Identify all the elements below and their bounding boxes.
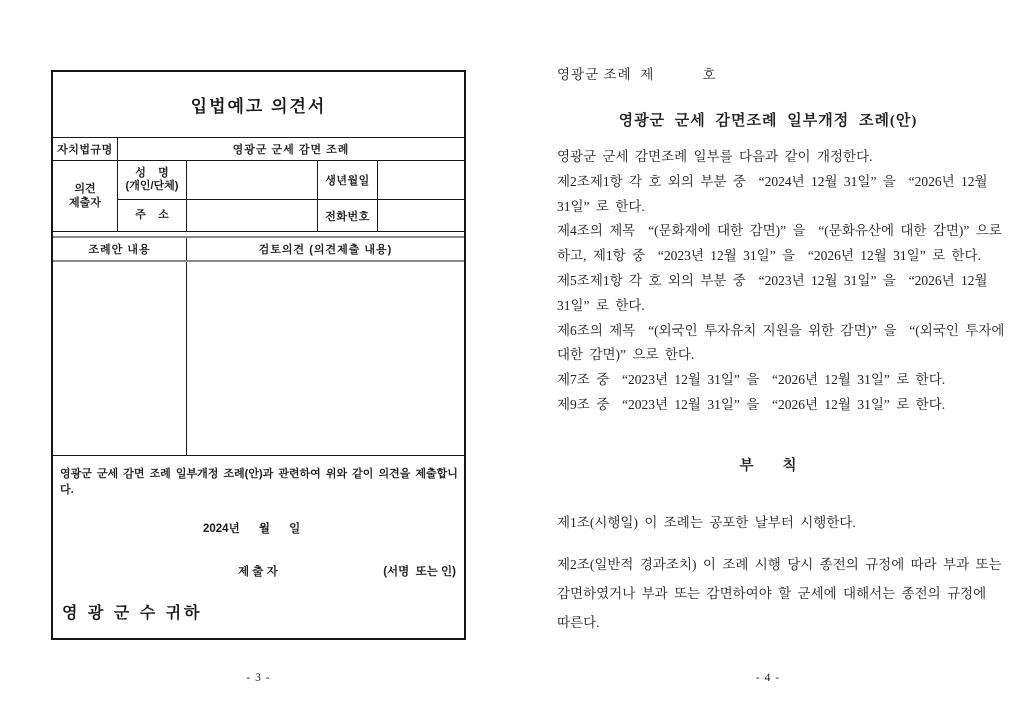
submitter-word: 제 출 자 xyxy=(238,566,278,578)
opinion-table-body xyxy=(53,262,464,455)
submitter-label xyxy=(53,161,118,231)
addendum-title: 부 칙 xyxy=(739,457,797,474)
body-line: 제2조제1항 각 호 외의 부분 중 “2024년 12월 31일” 을 “2026년 12월 xyxy=(557,173,988,189)
ordinance-title: 영광군 군세 감면조례 일부개정 조례(안) xyxy=(618,113,918,129)
name-label xyxy=(118,161,187,199)
form-title: 입법예고 의견서 xyxy=(53,72,464,138)
phone-input-cell xyxy=(378,200,464,231)
law-name-value: 영광군 군세 감면 조례 xyxy=(232,144,350,156)
birth-label: 생년월일 xyxy=(318,161,378,199)
body-line: 감면하였거나 부과 또는 감면하여야 할 군세에 대해서는 종전의 규정에 xyxy=(557,585,987,601)
address-row xyxy=(118,200,464,231)
body-line: 제6조의 제목 “(외국인 투자유치 지원을 위한 감면)” 을 “(외국인 투자에 xyxy=(557,322,1005,338)
submitter-label-line1: 의견 xyxy=(74,183,96,195)
doc-number-line: 영광군 조례 제 호 xyxy=(557,67,717,82)
ordinance-body xyxy=(557,145,1005,418)
body-line: 따른다. xyxy=(557,614,600,630)
birth-input-cell xyxy=(378,161,464,199)
phone-label: 전화번호 xyxy=(318,200,378,231)
submitter-line xyxy=(53,563,464,579)
name-row xyxy=(118,161,464,200)
opinion-table-header xyxy=(53,236,464,262)
ordinance-content-header: 조례안 내용 xyxy=(53,238,187,260)
page-number-right: - 4 - xyxy=(755,672,781,684)
body-line: 대한 감면)” 으로 한다. xyxy=(557,347,695,363)
recipient: 영 광 군 수 귀하 xyxy=(62,605,203,622)
addendum-article-1: 제1조(시행일) 이 조례는 공포한 날부터 시행한다. xyxy=(557,514,856,530)
submitter-section xyxy=(53,161,464,232)
ordinance-page xyxy=(557,63,1005,637)
addendum-article-2 xyxy=(557,550,1002,637)
body-line: 제5조제1항 각 호 외의 부분 중 “2023년 12월 31일” 을 “2026년 12월 xyxy=(557,272,988,288)
ordinance-content-cell xyxy=(53,262,187,455)
name-label-line2: (개인/단체) xyxy=(125,180,179,192)
review-opinion-header: 검토의견 (의견제출 내용) xyxy=(258,244,393,256)
body-line: 31일” 로 한다. xyxy=(557,297,645,313)
name-label-line1: 성 명 xyxy=(135,167,169,179)
body-line: 제9조 중 “2023년 12월 31일” 을 “2026년 12월 31일” 로 한다. xyxy=(557,396,946,412)
submission-statement: 영광군 군세 감면 조례 일부개정 조례(안)과 관련하여 위와 같이 의견을 제출합니다. xyxy=(60,468,458,496)
body-line: 하고, 제1항 중 “2023년 12월 31일” 을 “2026년 12월 31일” 로 한다. xyxy=(557,248,981,264)
submitter-label-line2: 제출자 xyxy=(69,197,101,209)
opinion-form xyxy=(51,70,466,640)
review-opinion-cell xyxy=(187,262,464,455)
address-label: 주 소 xyxy=(118,200,187,231)
date-line: 2024년 월 일 xyxy=(203,523,301,535)
law-name-row xyxy=(53,138,464,161)
name-input-cell xyxy=(187,161,318,199)
body-line: 제2조(일반적 경과조치) 이 조례 시행 당시 종전의 규정에 따라 부과 또는 xyxy=(557,556,1002,572)
address-input-cell xyxy=(187,200,318,231)
body-line: 31일” 로 한다. xyxy=(557,198,645,214)
body-line: 제4조의 제목 “(문화재에 대한 감면)” 을 “(문화유산에 대한 감면)” 으로 xyxy=(557,223,1002,239)
page-number-left: - 3 - xyxy=(246,672,271,684)
body-line: 제7조 중 “2023년 12월 31일” 을 “2026년 12월 31일” 로 한다. xyxy=(557,372,946,388)
sign-note: (서명 또는 인) xyxy=(383,566,456,578)
law-name-label: 자치법규명 xyxy=(53,138,118,160)
body-line: 영광군 군세 감면조례 일부를 다음과 같이 개정한다. xyxy=(557,149,873,164)
submission-section xyxy=(53,455,464,636)
